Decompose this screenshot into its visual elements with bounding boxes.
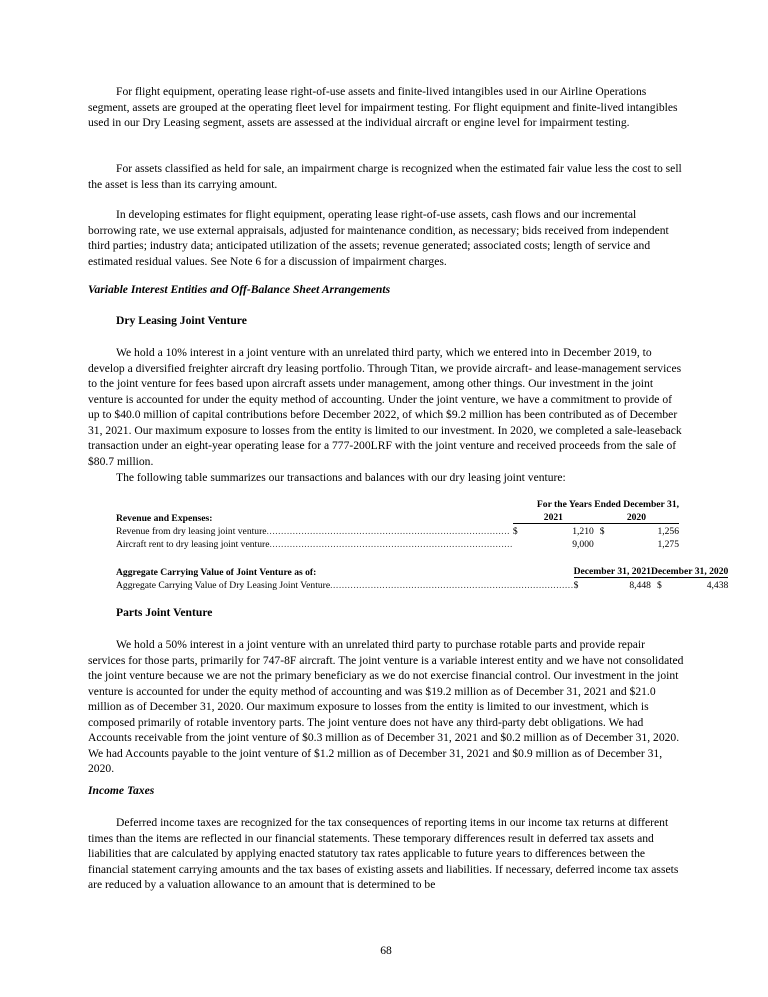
value-2021: 9,000 xyxy=(572,539,594,550)
value-dec-2020: 4,438 xyxy=(706,580,729,591)
revenue-expenses-table xyxy=(116,497,679,550)
value-dec-2021: 8,448 xyxy=(629,580,651,591)
table-section-label: Aggregate Carrying Value of Joint Venture as of: xyxy=(116,566,317,578)
column-header-2021: 2021 xyxy=(513,510,594,524)
paragraph-dry-leasing-jv: We hold a 10% interest in a joint venture with an unrelated third party, which we entered into in December 2019, to develop a diversified freighter aircraft dry leasing portfolio. Through Titan, we provide aircraft- and lease-management services to the joint venture for fees based upon aircraft assets under management, among other things. Our investment in the joint venture is accounted for under the equity method of accounting. Under the joint venture, we have a commitment to provide of up to $40.0 million of capital contributions before December 2022, of which $9.2 million has been contributed as of December 31, 2021. Our maximum exposure to losses from the entity is limited to our investment. In 2020, we completed a sale-leaseback transaction under an eight-year operating lease for a 777-200LRF with the joint venture and received proceeds from the sale of $80.7 million. xyxy=(88,346,682,468)
value-2020: 1,275 xyxy=(657,539,680,550)
page-number: 68 xyxy=(380,944,392,957)
table-span-header: For the Years Ended December 31, xyxy=(536,499,680,510)
table-section-label: Revenue and Expenses: xyxy=(116,512,213,524)
paragraph-table-intro: The following table summarizes our transactions and balances with our dry leasing joint venture: xyxy=(116,471,566,484)
paragraph-parts-jv: We hold a 50% interest in a joint venture with an unrelated third party to purchase rotable parts and provide repair services for those parts, primarily for 747-8F aircraft. The joint venture is a variable interest entity and we have not consolidated the joint venture because we are not the primary beneficiary as we do not exercise financial control. Our investment in the joint venture is accounted for under the equity method of accounting and was $19.2 million as of December 31, 2021 and $21.0 million as of December 31, 2020. Our maximum exposure to losses from the entity is limited to our investment, which is composed primarily of rotable inventory parts. The joint venture does not have any third-party debt obligations. We had Accounts receivable from the joint venture of $0.3 million as of December 31, 2021 and $0.2 million as of December 31, 2020. We had Accounts payable to the joint venture of $1.2 million as of December 31, 2021 and $0.9 million as of December 31, 2020. xyxy=(88,638,684,775)
paragraph-held-for-sale: For assets classified as held for sale, an impairment charge is recognized when the estimated fair value less the cost to sell the asset is less than its carrying amount. xyxy=(88,162,682,191)
value-2021: 1,210 xyxy=(572,526,594,537)
row-label: Aircraft rent to dry leasing joint venture xyxy=(116,539,270,550)
column-header-dec-2021: December 31, 2021 xyxy=(573,566,651,577)
paragraph-estimates: In developing estimates for flight equipment, operating lease right-of-use assets, cash flows and our incremental borrowing rate, we use external appraisals, adjusted for maintenance condition, as necessary; bids received from independent third parties; industry data; anticipated utilization of the assets; revenue generated; associated costs; length of service and estimated residual values. See Note 6 for a discussion of impairment charges. xyxy=(88,208,669,268)
paragraph-income-taxes: Deferred income taxes are recognized for the tax consequences of reporting items in our income tax returns at different times than the items are reflected in our financial statements. These temporary differences result in deferred tax assets and liabilities that are calculated by applying enacted statutory tax rates applicable to future years to differences between the financial statement carrying amounts and the tax bases of existing assets and liabilities. If necessary, deferred income tax assets are reduced by a valuation allowance to an amount that is determined to be xyxy=(88,816,679,891)
carrying-value-table xyxy=(116,564,728,591)
currency-symbol: $ xyxy=(656,580,662,591)
heading-vie: Variable Interest Entities and Off-Balance Sheet Arrangements xyxy=(88,283,391,296)
heading-parts-jv: Parts Joint Venture xyxy=(116,606,213,619)
table-row: Aircraft rent to dry leasing joint venture.................................................................................... 9,000 1,275 xyxy=(116,539,680,550)
currency-symbol xyxy=(513,537,523,550)
currency-symbol: $ xyxy=(512,526,518,537)
row-label: Aggregate Carrying Value of Dry Leasing Joint Venture xyxy=(116,580,331,591)
currency-symbol: $ xyxy=(573,580,579,591)
currency-symbol xyxy=(594,537,610,550)
column-header-2020: 2020 xyxy=(594,510,679,524)
column-header-dec-2020: December 31, 2020 xyxy=(650,566,729,577)
paragraph-impairment-grouping: For flight equipment, operating lease right-of-use assets and finite-lived intangibles used in our Airline Operations segment, assets are grouped at the operating fleet level for impairment testing. For flight equipment and finite-lived intangibles used in our Dry Leasing segment, assets are assessed at the individual aircraft or engine level for impairment testing. xyxy=(88,85,678,129)
currency-symbol: $ xyxy=(599,526,605,537)
table-row: Aggregate Carrying Value of Dry Leasing Joint Venture.................................................................................... $ 8,448 $ 4,438 xyxy=(116,578,728,592)
heading-dry-leasing-jv: Dry Leasing Joint Venture xyxy=(116,314,247,327)
row-label: Revenue from dry leasing joint venture xyxy=(116,526,267,537)
heading-income-taxes: Income Taxes xyxy=(88,784,155,797)
table-row: Revenue from dry leasing joint venture.................................................................................... $ 1,210 $ 1,256 xyxy=(116,524,679,538)
value-2020: 1,256 xyxy=(657,526,680,537)
